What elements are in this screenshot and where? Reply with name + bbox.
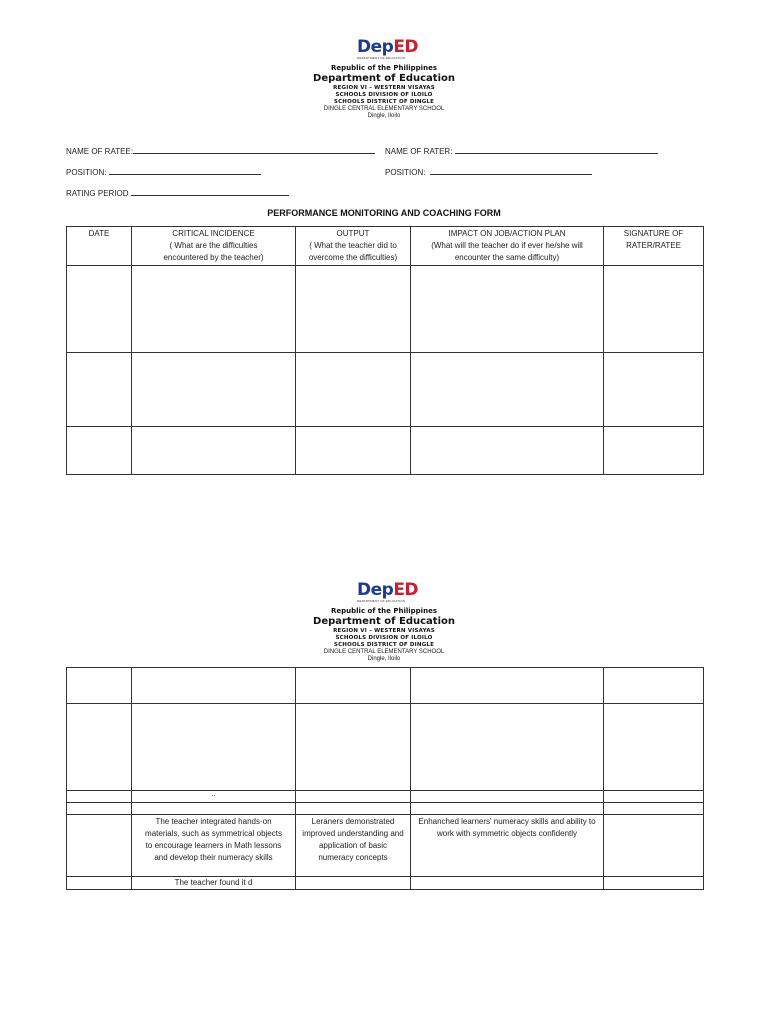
- department-line: Department of Education: [313, 73, 455, 84]
- deped-logo: [357, 37, 419, 60]
- location-line: Dingle, Iloilo: [367, 656, 401, 662]
- output-cell[interactable]: [296, 353, 411, 427]
- impact-cell[interactable]: [411, 877, 604, 890]
- ratee-name-line[interactable]: [133, 145, 375, 154]
- impact-cell[interactable]: [411, 803, 604, 815]
- ratee-position-line[interactable]: [109, 166, 261, 175]
- output-cell[interactable]: [296, 877, 411, 890]
- location-line: Dingle, Iloilo: [367, 113, 401, 119]
- deped-logo-page2: [357, 580, 419, 603]
- district-line: SCHOOLS DISTRICT OF DINGLE: [333, 642, 435, 648]
- school-line: DINGLE CENTRAL ELEMENTARY SCHOOL: [323, 649, 445, 655]
- incidence-cell[interactable]: The teacher integrated hands-on materials, such as symmetrical objects to encourage learners in Math lessons and develop their numeracy skills: [132, 815, 296, 877]
- date-cell[interactable]: [67, 427, 132, 475]
- logo-subtitle: DEPARTMENT OF EDUCATION: [357, 599, 406, 603]
- logo-subtitle: DEPARTMENT OF EDUCATION: [357, 56, 406, 60]
- rating-period-line[interactable]: [131, 187, 289, 196]
- output-cell[interactable]: [296, 803, 411, 815]
- coaching-table: [66, 226, 704, 475]
- impact-cell[interactable]: Enhanched learners' numeracy skills and ability to work with symmetric objects confidently: [411, 815, 604, 877]
- region-line: REGION VI – WESTERN VISAYAS: [333, 628, 435, 634]
- signature-cell[interactable]: [604, 815, 704, 877]
- ratee-name-field[interactable]: NAME OF RATEE:: [66, 145, 375, 156]
- division-line: SCHOOLS DIVISION OF ILOILO: [335, 92, 433, 98]
- table-row[interactable]: [67, 266, 704, 353]
- output-cell[interactable]: [296, 791, 411, 803]
- table-row[interactable]: [67, 815, 704, 877]
- impact-cell[interactable]: [411, 353, 604, 427]
- incidence-cell[interactable]: [132, 803, 296, 815]
- signature-cell[interactable]: [604, 803, 704, 815]
- division-line: SCHOOLS DIVISION OF ILOILO: [335, 635, 433, 641]
- date-cell[interactable]: [67, 803, 132, 815]
- impact-cell[interactable]: [411, 668, 604, 704]
- table-row[interactable]: [67, 427, 704, 475]
- header-critical-incidence: CRITICAL INCIDENCE ( What are the difficulties encountered by the teacher): [132, 227, 296, 266]
- logo-wordmark: DepED: [357, 580, 419, 600]
- output-cell[interactable]: [296, 704, 411, 791]
- rater-name-line[interactable]: [455, 145, 658, 154]
- signature-cell[interactable]: [604, 791, 704, 803]
- incidence-cell[interactable]: [132, 353, 296, 427]
- region-line: REGION VI – WESTERN VISAYAS: [333, 85, 435, 91]
- incidence-cell[interactable]: [132, 427, 296, 475]
- table-row[interactable]: [67, 803, 704, 815]
- impact-cell[interactable]: [411, 266, 604, 353]
- signature-cell[interactable]: [604, 353, 704, 427]
- output-cell[interactable]: [296, 668, 411, 704]
- logo-wordmark: DepED: [357, 37, 419, 57]
- table-row[interactable]: [67, 704, 704, 791]
- signature-cell[interactable]: [604, 877, 704, 890]
- incidence-cell[interactable]: [132, 266, 296, 353]
- date-cell[interactable]: [67, 353, 132, 427]
- department-line: Department of Education: [313, 616, 455, 627]
- table-row[interactable]: [67, 353, 704, 427]
- date-cell[interactable]: [67, 704, 132, 791]
- rater-name-field[interactable]: NAME OF RATER:: [385, 145, 658, 156]
- letterhead-page2: [0, 607, 768, 663]
- letterhead: [0, 64, 768, 120]
- output-cell[interactable]: [296, 427, 411, 475]
- district-line: SCHOOLS DISTRICT OF DINGLE: [333, 99, 435, 105]
- date-cell[interactable]: [67, 791, 132, 803]
- date-cell[interactable]: [67, 668, 132, 704]
- incidence-cell[interactable]: [132, 668, 296, 704]
- republic-line: Republic of the Philippines: [331, 64, 437, 72]
- header-impact: IMPACT ON JOB/ACTION PLAN (What will the teacher do if ever he/she will encounter the same difficulty): [411, 227, 604, 266]
- signature-cell[interactable]: [604, 427, 704, 475]
- date-cell[interactable]: [67, 815, 132, 877]
- table-row[interactable]: [67, 877, 704, 890]
- coaching-table-page2: [66, 667, 704, 890]
- incidence-cell[interactable]: [132, 704, 296, 791]
- date-cell[interactable]: [67, 877, 132, 890]
- header-output: OUTPUT ( What the teacher did to overcome the difficulties): [296, 227, 411, 266]
- header-signature: SIGNATURE OF RATER/RATEE: [604, 227, 704, 266]
- rating-period-field[interactable]: RATING PERIOD: [66, 187, 289, 198]
- rater-position-field[interactable]: POSITION:: [385, 166, 592, 177]
- table-header-row: [67, 227, 704, 266]
- school-line: DINGLE CENTRAL ELEMENTARY SCHOOL: [323, 106, 445, 112]
- signature-cell[interactable]: [604, 266, 704, 353]
- republic-line: Republic of the Philippines: [331, 607, 437, 615]
- incidence-cell[interactable]: ..: [132, 791, 296, 803]
- signature-cell[interactable]: [604, 704, 704, 791]
- form-title: PERFORMANCE MONITORING AND COACHING FORM: [267, 208, 501, 218]
- rater-position-line[interactable]: [430, 166, 592, 175]
- incidence-cell[interactable]: The teacher found it d: [132, 877, 296, 890]
- date-cell[interactable]: [67, 266, 132, 353]
- output-cell[interactable]: Leraners demonstrated improved understanding and application of basic numeracy concepts: [296, 815, 411, 877]
- table-row[interactable]: [67, 668, 704, 704]
- impact-cell[interactable]: [411, 704, 604, 791]
- impact-cell[interactable]: [411, 427, 604, 475]
- ratee-position-field[interactable]: POSITION:: [66, 166, 261, 177]
- output-cell[interactable]: [296, 266, 411, 353]
- impact-cell[interactable]: [411, 791, 604, 803]
- header-date: DATE: [67, 227, 132, 266]
- table-row[interactable]: [67, 791, 704, 803]
- signature-cell[interactable]: [604, 668, 704, 704]
